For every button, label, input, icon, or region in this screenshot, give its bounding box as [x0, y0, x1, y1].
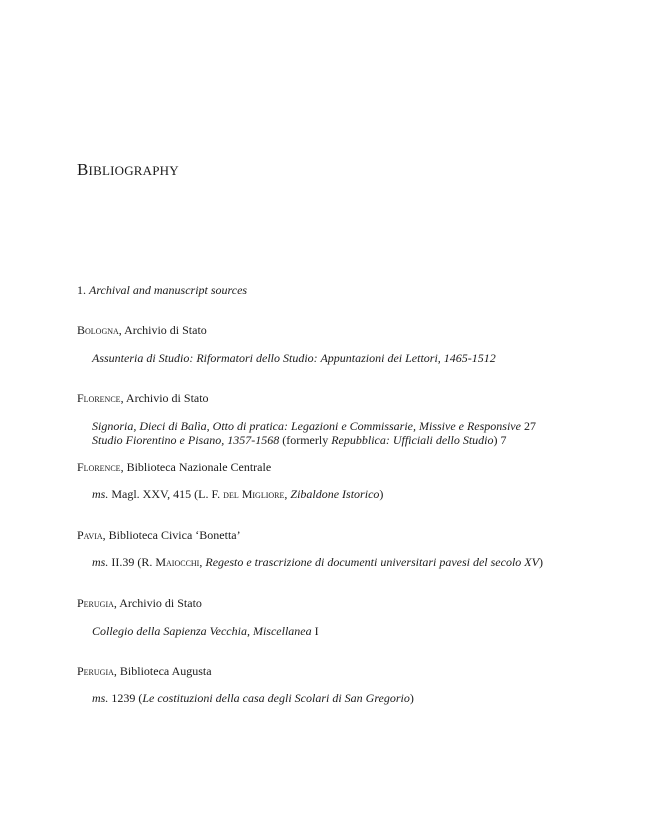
- page-title: [77, 160, 179, 180]
- entry-line: [92, 433, 507, 447]
- entry-text-run: 27: [520, 419, 536, 433]
- repository-heading: [77, 664, 212, 678]
- repository-heading: [77, 323, 207, 337]
- repository-city: Perugia: [77, 596, 114, 610]
- entry-text-run: ms.: [92, 555, 109, 569]
- entry-text-run: ,: [199, 555, 206, 569]
- entry-text-run: Collegio della Sapienza Vecchia, Miscellanea: [92, 624, 312, 638]
- entry-text-run: ): [538, 555, 543, 569]
- repository-name: , Archivio di Stato: [118, 323, 207, 337]
- section-label: Archival and manuscript sources: [89, 283, 248, 297]
- entry-line: [92, 351, 496, 365]
- entry-text-run: Magl. XXV, 415 (L. F.: [108, 487, 224, 501]
- entry-text-run: Signoria, Dieci di Balìa, Otto di pratica: Legazioni e Commissarie, Missive e Responsive: [92, 419, 521, 433]
- entry-text-run: Maiocchi: [155, 555, 200, 569]
- repository-name: , Biblioteca Nazionale Centrale: [120, 460, 272, 474]
- repository-name: , Biblioteca Augusta: [113, 664, 212, 678]
- entry-line: [92, 624, 319, 638]
- entry-text-run: Regesto e trascrizione di documenti universitari pavesi del secolo XV: [205, 555, 539, 569]
- entry-line: [92, 691, 414, 705]
- entry-text-run: (formerly: [279, 433, 332, 447]
- entry-text-run: ): [379, 487, 384, 501]
- entry-text-run: Repubblica: Ufficiali dello Studio: [331, 433, 494, 447]
- repository-city: Perugia: [77, 664, 114, 678]
- entry-text-run: Assunteria di Studio: Riformatori dello Studio: Appuntazioni dei Lettori, 1465-1512: [92, 351, 496, 365]
- repository-heading: [77, 528, 241, 542]
- repository-city: Florence: [77, 391, 121, 405]
- entry-text-run: ): [409, 691, 414, 705]
- repository-name: , Biblioteca Civica ‘Bonetta’: [102, 528, 241, 542]
- entry-text-run: del Migliore: [223, 487, 285, 501]
- repository-city: Bologna: [77, 323, 119, 337]
- entry-text-run: ) 7: [493, 433, 507, 447]
- entry-text-run: Le costituzioni della casa degli Scolari di San Gregorio: [142, 691, 410, 705]
- repository-name: , Archivio di Stato: [113, 596, 202, 610]
- entry-text-run: ms.: [92, 691, 109, 705]
- entry-line: [92, 555, 543, 569]
- entry-text-run: 1239 (: [108, 691, 143, 705]
- entry-text-run: II.39 (R.: [108, 555, 156, 569]
- entry-text-run: Zibaldone Istorico: [290, 487, 380, 501]
- repository-city: Pavia: [77, 528, 103, 542]
- repository-city: Florence: [77, 460, 121, 474]
- entry-text-run: Studio Fiorentino e Pisano, 1357-1568: [92, 433, 280, 447]
- entry-text-run: I: [311, 624, 319, 638]
- entry-text-run: ms.: [92, 487, 109, 501]
- repository-name: , Archivio di Stato: [120, 391, 209, 405]
- repository-heading: [77, 596, 202, 610]
- entry-line: [92, 487, 383, 501]
- repository-heading: [77, 391, 209, 405]
- section-heading: [77, 283, 247, 297]
- page-title-initial: B: [77, 160, 89, 179]
- section-number: 1.: [77, 283, 86, 297]
- entry-text-run: ,: [284, 487, 291, 501]
- repository-heading: [77, 460, 271, 474]
- page-title-rest: IBLIOGRAPHY: [88, 163, 179, 178]
- entry-line: [92, 419, 536, 433]
